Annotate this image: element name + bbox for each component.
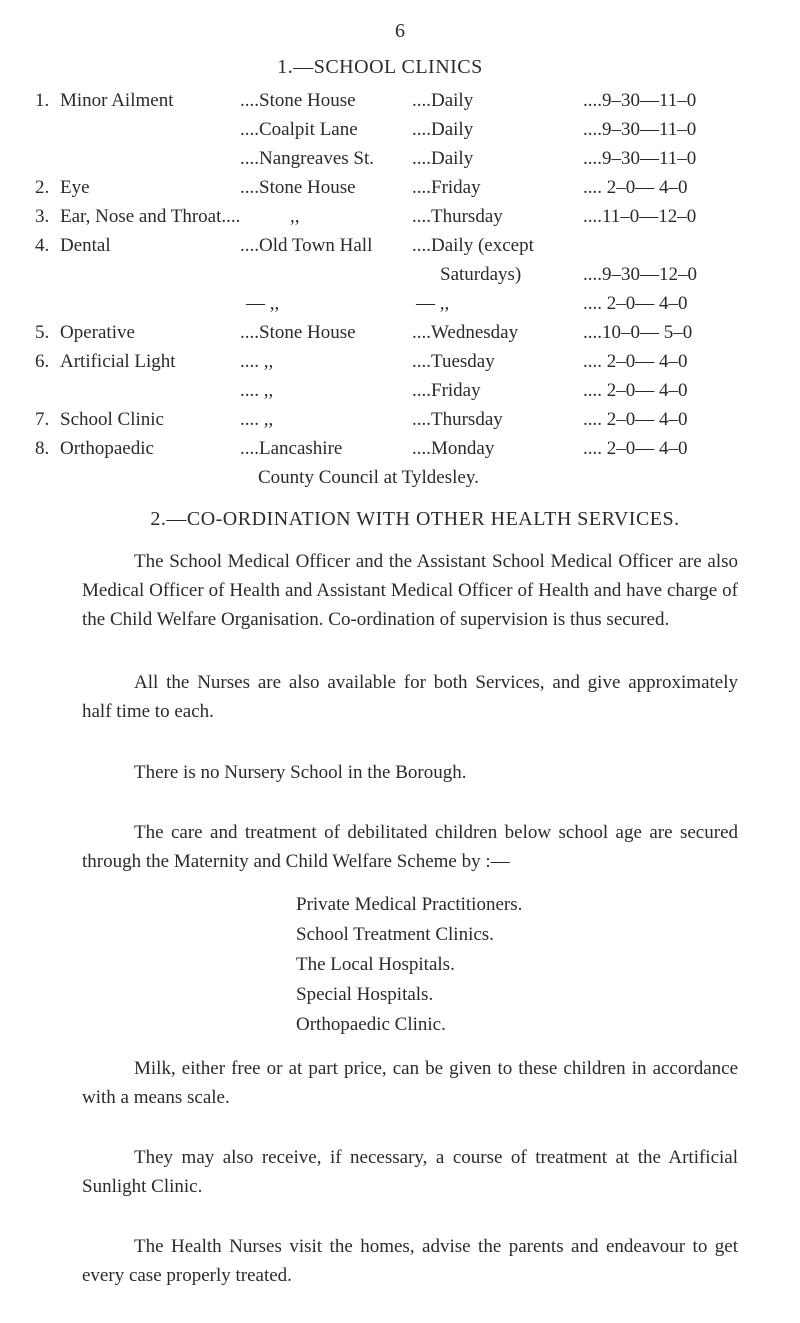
clinic-name: School Clinic <box>60 409 164 430</box>
row-number: 1. <box>35 90 50 111</box>
list-item: The Local Hospitals. <box>296 954 455 975</box>
clinic-day: ....Daily <box>412 148 474 169</box>
clinic-footnote: County Council at Tyldesley. <box>258 467 479 488</box>
list-item: Orthopaedic Clinic. <box>296 1014 446 1035</box>
clinic-day: ....Friday <box>412 380 481 401</box>
coordination-heading: 2.—CO-ORDINATION WITH OTHER HEALTH SERVICES. <box>150 508 680 530</box>
paragraph-nursery <box>82 758 738 787</box>
clinic-name: Artificial Light <box>60 351 176 372</box>
table-row <box>0 119 800 147</box>
row-number: 7. <box>35 409 50 430</box>
clinic-name: Minor Ailment <box>60 90 174 111</box>
clinic-day: ....Daily <box>412 119 474 140</box>
table-row <box>0 90 800 118</box>
table-row <box>0 409 800 437</box>
body-text: All the Nurses are also available for both Services, and give approximately half time to each. <box>82 672 738 722</box>
clinic-place: ....Lancashire <box>240 438 343 459</box>
table-row <box>0 206 800 234</box>
row-number: 3. <box>35 206 50 227</box>
clinic-day: ....Monday <box>412 438 495 459</box>
clinic-day: ....Daily (except <box>412 235 534 256</box>
list-item: Special Hospitals. <box>296 984 434 1005</box>
clinic-place: ....Stone House <box>240 90 356 111</box>
body-text: They may also receive, if necessary, a course of treatment at the Artificial Sunlight Clinic. <box>82 1147 738 1197</box>
clinic-day: ....Friday <box>412 177 481 198</box>
table-row <box>0 148 800 176</box>
clinic-place: .... ,, <box>240 409 274 430</box>
clinic-day: ....Daily <box>412 90 474 111</box>
clinic-time: ....9–30—12–0 <box>583 264 697 285</box>
paragraph-nurses <box>82 668 738 726</box>
clinic-name: Ear, Nose and Throat.... <box>60 206 241 227</box>
paragraph-coordination <box>82 547 738 634</box>
clinic-time: .... 2–0— 4–0 <box>583 351 688 372</box>
clinic-place: .... ,, <box>240 380 274 401</box>
paragraph-health-nurses <box>82 1232 738 1290</box>
table-row <box>0 380 800 408</box>
clinic-time: ....9–30—11–0 <box>583 90 697 111</box>
paragraph-care <box>82 818 738 876</box>
body-text: The School Medical Officer and the Assistant School Medical Officer are also Medical Officer of Health and Assistant Medical Officer of Health and have charge of the Child Welfare Organisation. Co-ordination of supervision is thus secured. <box>82 551 738 630</box>
body-text: Milk, either free or at part price, can be given to these children in accordance with a means scale. <box>82 1058 738 1108</box>
clinic-name: Dental <box>60 235 111 256</box>
clinic-time: .... 2–0— 4–0 <box>583 438 688 459</box>
clinic-day: — ,, <box>416 293 450 314</box>
clinic-day: ....Thursday <box>412 409 503 430</box>
clinic-day: Saturdays) <box>440 264 522 285</box>
row-number: 8. <box>35 438 50 459</box>
row-number: 6. <box>35 351 50 372</box>
clinic-day: ....Wednesday <box>412 322 519 343</box>
list-item: School Treatment Clinics. <box>296 924 494 945</box>
clinic-name: Eye <box>60 177 90 198</box>
clinic-time: .... 2–0— 4–0 <box>583 380 688 401</box>
clinic-day: ....Thursday <box>412 206 503 227</box>
clinic-time: ....9–30—11–0 <box>583 148 697 169</box>
page-number: 6 <box>395 20 405 42</box>
clinic-place: ....Stone House <box>240 322 356 343</box>
row-number: 5. <box>35 322 50 343</box>
table-row <box>0 467 800 495</box>
list-item: Private Medical Practitioners. <box>296 894 523 915</box>
table-row <box>0 235 800 263</box>
table-row <box>0 293 800 321</box>
clinic-time: .... 2–0— 4–0 <box>583 293 688 314</box>
paragraph-milk <box>82 1054 738 1112</box>
table-row <box>0 177 800 205</box>
row-number: 2. <box>35 177 50 198</box>
table-row <box>0 322 800 350</box>
body-text: The Health Nurses visit the homes, advise the parents and endeavour to get every case properly treated. <box>82 1236 738 1286</box>
clinic-place: ....Old Town Hall <box>240 235 373 256</box>
provider-list <box>296 890 522 1040</box>
clinic-place: ....Coalpit Lane <box>240 119 358 140</box>
table-row <box>0 264 800 292</box>
body-text: There is no Nursery School in the Borough. <box>134 762 467 783</box>
body-text: The care and treatment of debilitated children below school age are secured through the Maternity and Child Welfare Scheme by :— <box>82 822 738 872</box>
school-clinics-heading: 1.—SCHOOL CLINICS <box>277 56 483 78</box>
clinic-name: Operative <box>60 322 135 343</box>
clinic-time: .... 2–0— 4–0 <box>583 409 688 430</box>
clinic-place: ,, <box>290 206 300 227</box>
clinic-time: ....9–30—11–0 <box>583 119 697 140</box>
row-number: 4. <box>35 235 50 256</box>
table-row <box>0 438 800 466</box>
clinic-place: ....Nangreaves St. <box>240 148 375 169</box>
clinic-name: Orthopaedic <box>60 438 154 459</box>
clinic-place: — ,, <box>246 293 280 314</box>
clinic-place: ....Stone House <box>240 177 356 198</box>
clinic-time: .... 2–0— 4–0 <box>583 177 688 198</box>
clinic-time: ....10–0— 5–0 <box>583 322 693 343</box>
table-row <box>0 351 800 379</box>
clinic-place: .... ,, <box>240 351 274 372</box>
clinic-time: ....11–0—12–0 <box>583 206 697 227</box>
paragraph-sunlight <box>82 1143 738 1201</box>
clinic-day: ....Tuesday <box>412 351 495 372</box>
